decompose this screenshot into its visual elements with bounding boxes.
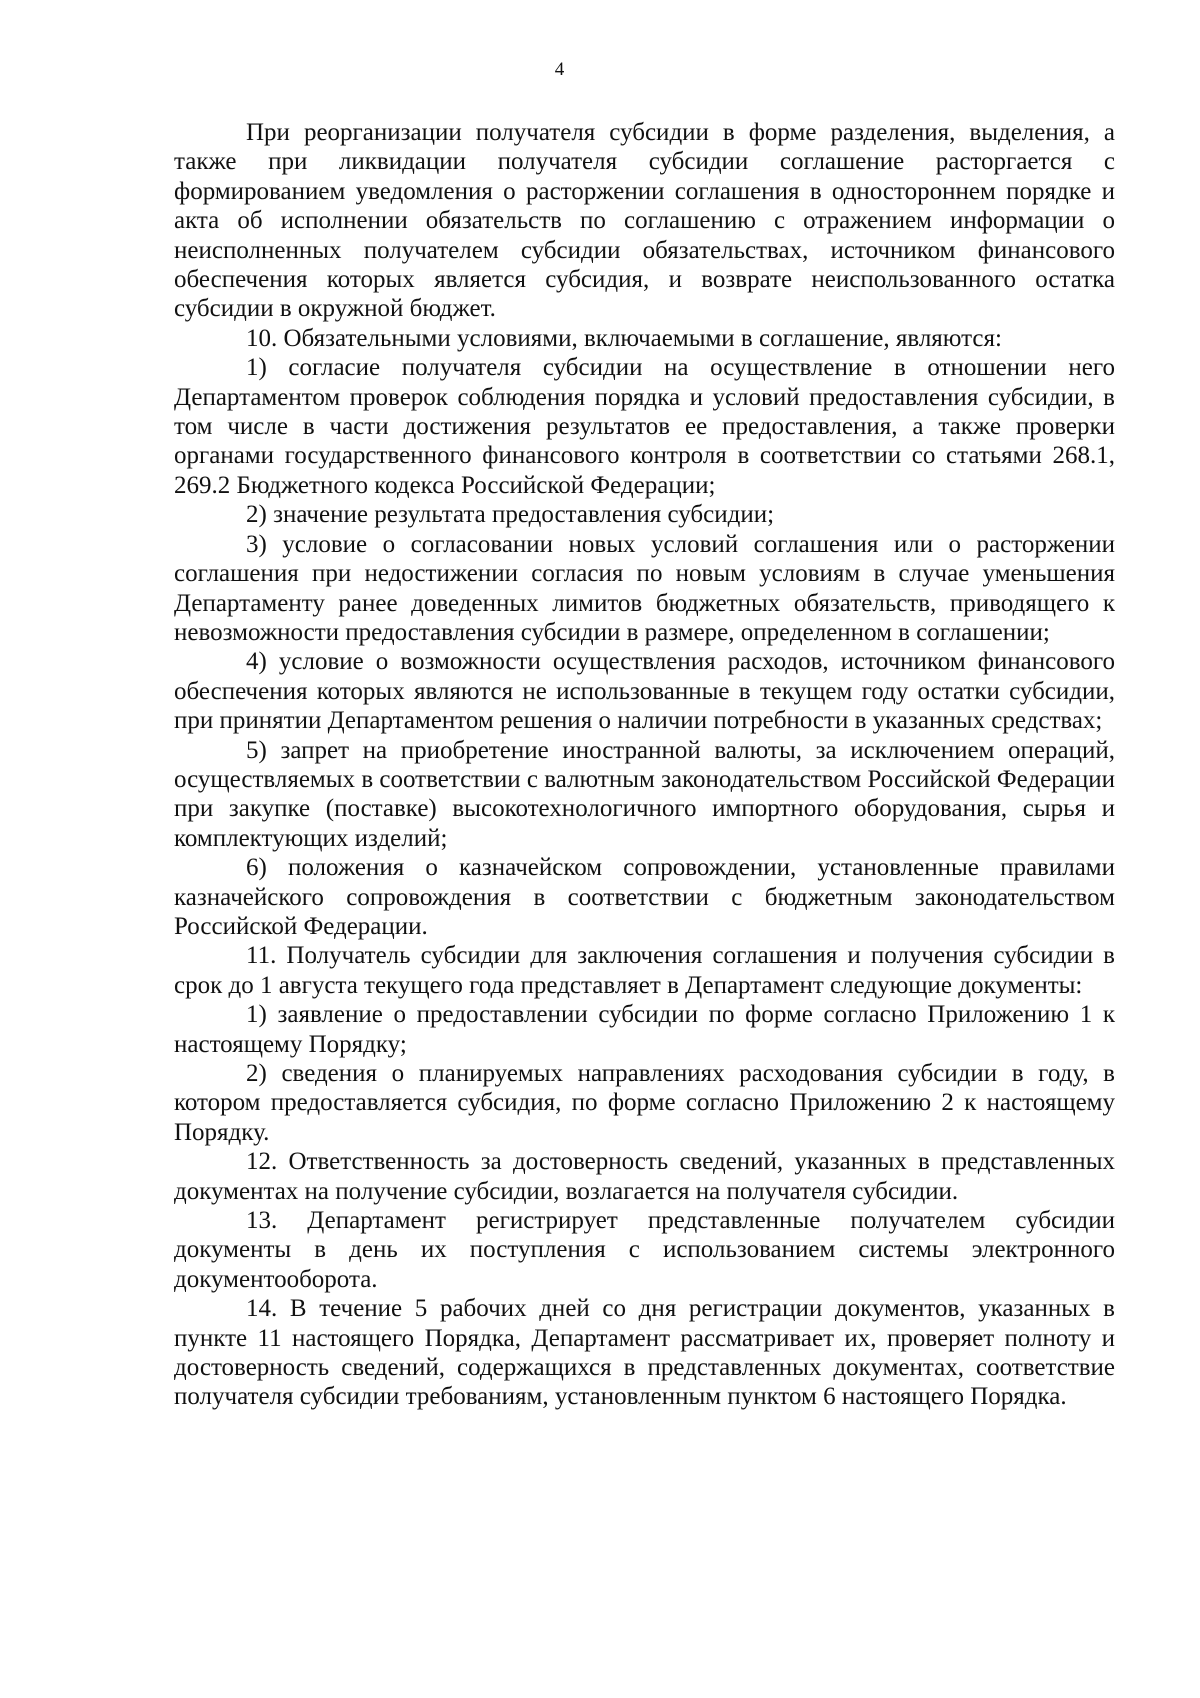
- paragraph-item-10-6: 6) положения о казначейском сопровождении, установленные правилами казначейского сопровождения в соответствии с бюджетным законодательством Российской Федерации.: [174, 854, 1115, 940]
- paragraph-item-10: 10. Обязательными условиями, включаемыми в соглашение, являются:: [246, 324, 1002, 352]
- paragraph-reorganization: При реорганизации получателя субсидии в форме разделения, выделения, а также при ликвидации получателя субсидии соглашение расторгается с формированием уведомления о расторжении соглашения в одностороннем порядке и акта об исполнении обязательств по соглашению с отражением информации о неисполненных получателем субсидии обязательствах, источником финансового обеспечения которых является субсидия, и возврате неиспользованного остатка субсидии в окружной бюджет.: [174, 119, 1115, 323]
- paragraph-item-10-2: 2) значение результата предоставления субсидии;: [246, 501, 775, 529]
- paragraph-item-10-5: 5) запрет на приобретение иностранной валюты, за исключением операций, осуществляемых в соответствии с валютным законодательством Российской Федерации при закупке (поставке) высокотехнологичного импортного оборудования, сырья и комплектующих изделий;: [174, 736, 1115, 852]
- paragraph-item-10-4: 4) условие о возможности осуществления расходов, источником финансового обеспечения которых являются не использованные в текущем году остатки субсидии, при принятии Департаментом решения о наличии потребности в указанных средствах;: [174, 648, 1115, 735]
- paragraph-item-11: 11. Получатель субсидии для заключения соглашения и получения субсидии в срок до 1 августа текущего года представляет в Департамент следующие документы:: [174, 942, 1115, 999]
- paragraph-item-13: 13. Департамент регистрирует представленные получателем субсидии документы в день их поступления с использованием системы электронного документооборота.: [174, 1207, 1115, 1293]
- paragraph-item-11-1: 1) заявление о предоставлении субсидии по форме согласно Приложению 1 к настоящему Порядку;: [174, 1001, 1115, 1058]
- document-body: [174, 118, 1115, 1412]
- paragraph-item-12: 12. Ответственность за достоверность сведений, указанных в представленных документах на получение субсидии, возлагается на получателя субсидии.: [174, 1148, 1115, 1205]
- paragraph-item-14: 14. В течение 5 рабочих дней со дня регистрации документов, указанных в пункте 11 настоящего Порядка, Департамент рассматривает их, проверяет полноту и достоверность сведений, содержащихся в представленных документах, соответствие получателя субсидии требованиям, установленным пунктом 6 настоящего Порядка.: [174, 1295, 1115, 1411]
- page-number: 4: [554, 59, 565, 80]
- paragraph-item-11-2: 2) сведения о планируемых направлениях расходования субсидии в году, в котором предоставляется субсидия, по форме согласно Приложению 2 к настоящему Порядку.: [174, 1060, 1115, 1146]
- paragraph-item-10-3: 3) условие о согласовании новых условий соглашения или о расторжении соглашения при недостижении согласия по новым условиям в случае уменьшения Департаменту ранее доведенных лимитов бюджетных обязательств, приводящего к невозможности предоставления субсидии в размере, определенном в соглашении;: [174, 530, 1115, 646]
- paragraph-item-10-1: 1) согласие получателя субсидии на осуществление в отношении него Департаментом проверок соблюдения порядка и условий предоставления субсидии, в том числе в части достижения результатов ее предоставления, а также проверки органами государственного финансового контроля в соответствии со статьями 268.1, 269.2 Бюджетного кодекса Российской Федерации;: [174, 354, 1115, 499]
